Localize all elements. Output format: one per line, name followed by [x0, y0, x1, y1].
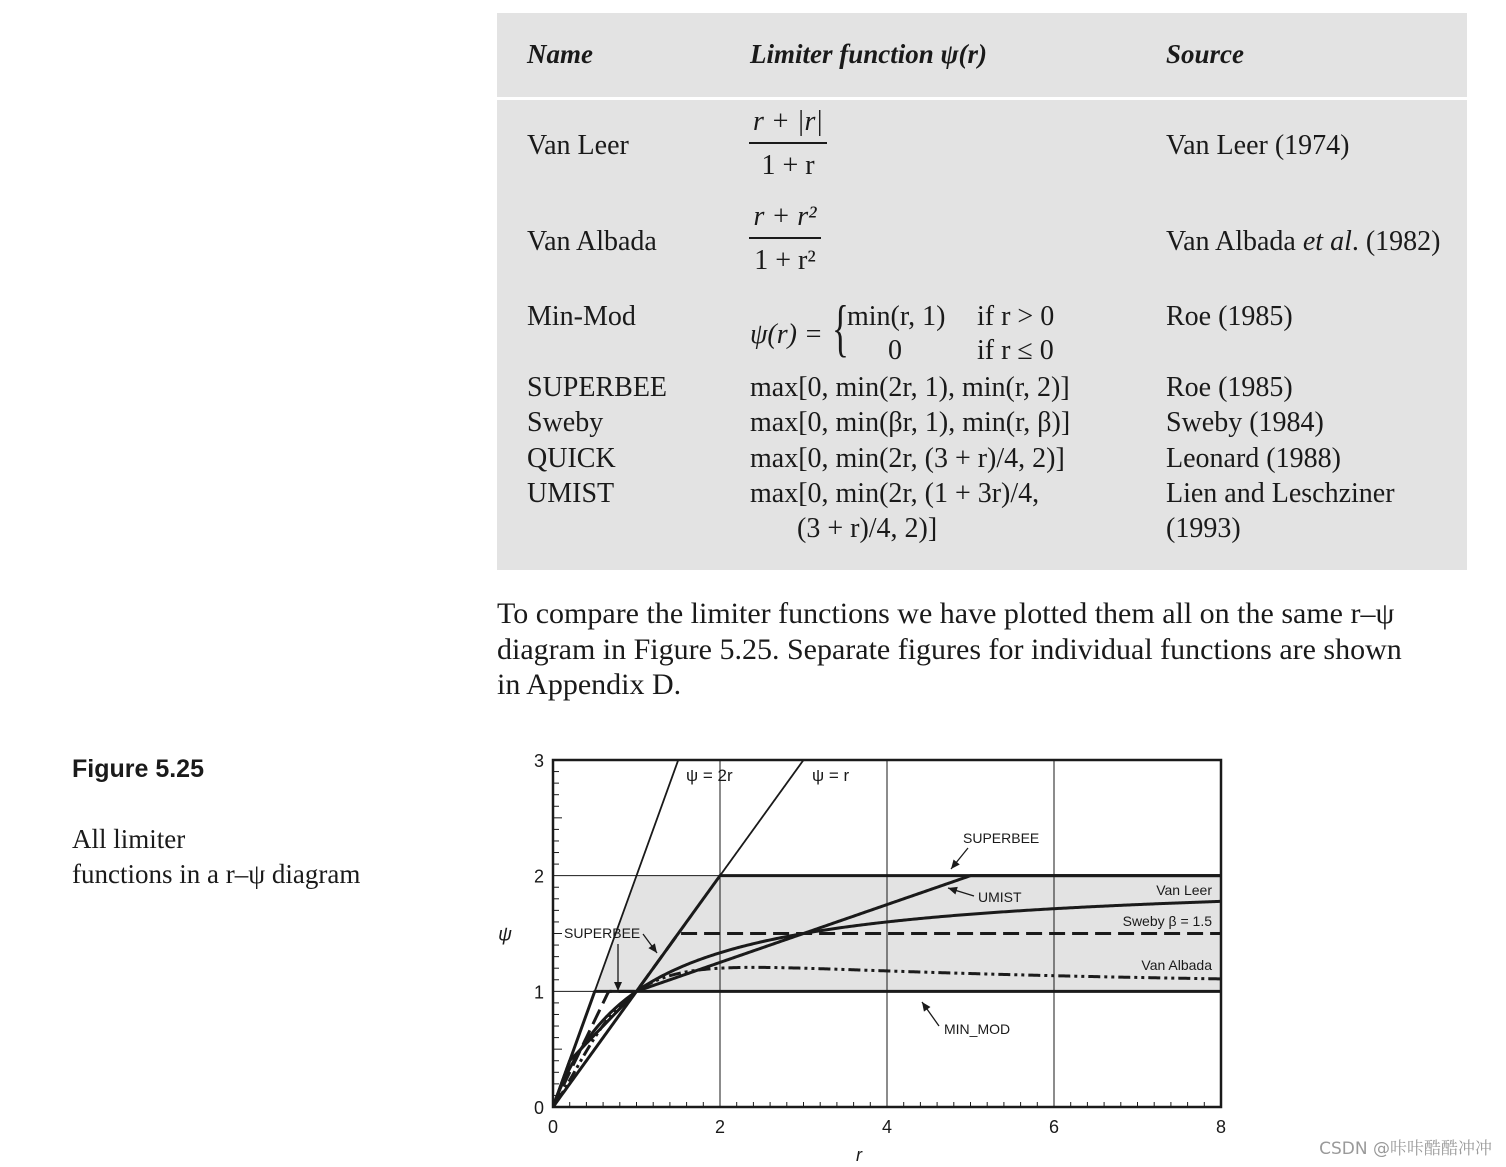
paragraph-line: To compare the limiter functions we have plotted them all on the same r–ψ [497, 597, 1395, 630]
label-superbee-left: SUPERBEE [564, 925, 641, 941]
label-van-leer: Van Leer [1156, 882, 1212, 898]
x-axis-label: r [856, 1145, 862, 1165]
vanalbada-fraction [749, 201, 821, 277]
minmod-cond1: if r > 0 [977, 301, 1055, 332]
minmod-cond2: if r ≤ 0 [977, 335, 1054, 366]
vanleer-fraction [749, 106, 827, 182]
fraction-numerator: r + r² [753, 201, 817, 232]
caption-line: functions in a r–ψ diagram [72, 859, 361, 889]
x-tick-label: 0 [547, 1117, 559, 1137]
figure-label: Figure 5.25 [72, 755, 204, 783]
row-source: Leonard (1988) [1166, 443, 1341, 474]
caption-text: All limiter [72, 824, 186, 854]
x-tick-label: 4 [881, 1117, 893, 1137]
left-brace-icon: { [832, 292, 849, 363]
header-limiter: Limiter function ψ(r) [750, 39, 988, 69]
label-van-albada: Van Albada [1141, 957, 1212, 973]
label-superbee: SUPERBEE [963, 830, 1040, 846]
figure-caption [72, 752, 360, 892]
fraction-denominator: 1 + r [761, 150, 815, 181]
row-function: max[0, min(2r, (1 + 3r)/4, [750, 478, 1040, 509]
source-etal: et al [1302, 226, 1352, 257]
header-source: Source [1166, 39, 1245, 69]
row-name: QUICK [527, 443, 616, 474]
row-source [1166, 226, 1441, 258]
row-name: Van Leer [527, 130, 629, 161]
label-psi-2r: ψ = 2r [686, 766, 733, 785]
y-axis-label: ψ [498, 924, 512, 946]
row-source: Van Leer (1974) [1166, 130, 1350, 161]
arrow-superbee-head [951, 859, 960, 869]
row-name: SUPERBEE [527, 372, 668, 403]
row-function: max[0, min(2r, 1), min(r, 2)] [750, 372, 1070, 403]
row-function: max[0, min(2r, (3 + r)/4, 2)] [750, 443, 1065, 474]
label-min-mod: MIN_MOD [944, 1021, 1011, 1037]
label-umist: UMIST [978, 889, 1022, 905]
watermark: CSDN @咔咔酷酷冲冲 [1319, 1139, 1492, 1159]
row-function: max[0, min(βr, 1), min(r, β)] [750, 407, 1071, 438]
body-paragraph [497, 596, 1472, 703]
row-name: Sweby [527, 407, 604, 438]
caption-line [72, 752, 360, 857]
table-header [497, 13, 1467, 100]
fraction-denominator: 1 + r² [754, 245, 816, 276]
minmod-lhs: ψ(r) = [750, 319, 823, 350]
x-tick-label: 2 [714, 1117, 726, 1137]
fraction-bar [749, 237, 821, 239]
x-tick-label: 8 [1215, 1117, 1227, 1137]
limiter-table [497, 13, 1467, 570]
minmod-case2: 0 [888, 335, 902, 366]
row-function-cont: (3 + r)/4, 2)] [797, 513, 938, 544]
source-suffix: . (1982) [1351, 226, 1441, 257]
label-psi-r: ψ = r [812, 766, 850, 785]
y-tick-label: 0 [533, 1098, 544, 1118]
arrow-min-mod-head [922, 1002, 930, 1012]
row-source: Roe (1985) [1166, 372, 1293, 403]
y-tick-label: 3 [533, 751, 544, 771]
x-tick-label: 6 [1048, 1117, 1060, 1137]
row-source: Sweby (1984) [1166, 407, 1324, 438]
minmod-case1: min(r, 1) [847, 301, 946, 332]
row-source: Lien and Leschziner [1166, 478, 1395, 509]
header-name: Name [527, 39, 593, 69]
y-tick-label: 2 [533, 866, 544, 887]
fraction-bar [749, 142, 827, 144]
row-name: Van Albada [527, 226, 657, 257]
paragraph-line: diagram in Figure 5.25. Separate figures for individual functions are shown [497, 632, 1402, 666]
y-tick-label: 1 [533, 982, 544, 1003]
source-prefix: Van Albada [1166, 226, 1303, 257]
label-sweby: Sweby β = 1.5 [1122, 913, 1212, 929]
row-source-cont: (1993) [1166, 513, 1241, 544]
fraction-numerator: r + |r| [752, 106, 824, 137]
row-name: Min-Mod [527, 301, 636, 332]
row-name: UMIST [527, 478, 615, 509]
limiter-chart [490, 748, 1250, 1167]
paragraph-line: in Appendix D. [497, 668, 682, 701]
row-source: Roe (1985) [1166, 301, 1293, 332]
